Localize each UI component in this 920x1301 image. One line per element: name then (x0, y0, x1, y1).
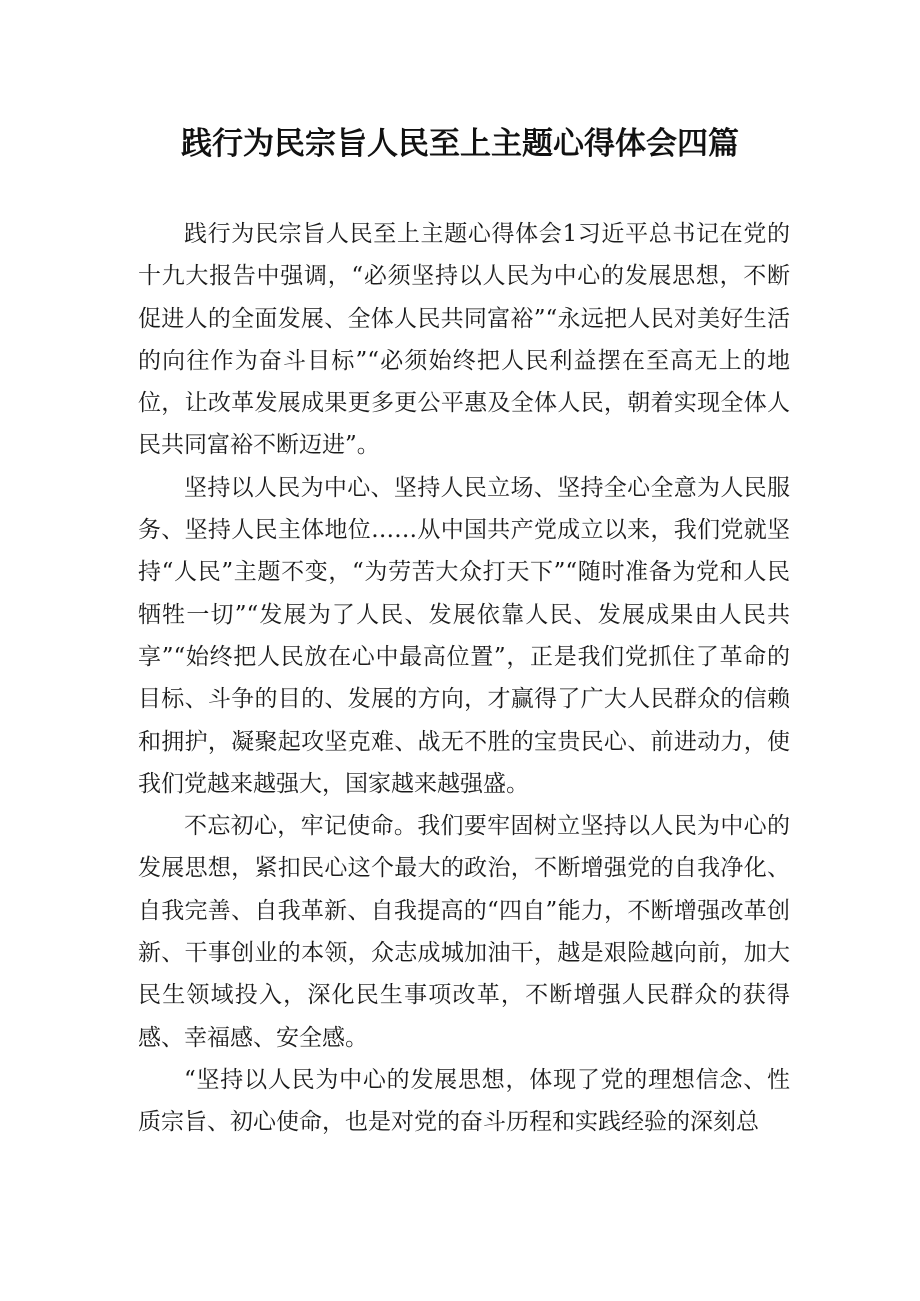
paragraph-1: 践行为民宗旨人民至上主题心得体会1习近平总书记在党的十九大报告中强调，“必须坚持以人民为中心的发展思想，不断促进人的全面发展、全体人民共同富裕”“永远把人民对美好生活的向往作为奋斗目标”“必须始终把人民利益摆在至高无上的地位，让改革发展成果更多更公平惠及全体人民，朝着实现全体人民共同富裕不断迈进”。 (138, 221, 790, 459)
document-title: 践行为民宗旨人民至上主题心得体会四篇 (181, 126, 739, 162)
paragraph-3: 不忘初心，牢记使命。我们要牢固树立坚持以人民为中心的发展思想，紧扣民心这个最大的政治，不断增强党的自我净化、自我完善、自我革新、自我提高的“四自”能力，不断增强改革创新、干事创业的本领，众志成城加油干，越是艰险越向前，加大民生领域投入，深化民生事项改革，不断增强人民群众的获得感、幸福感、安全感。 (138, 813, 790, 1051)
document-body (138, 213, 790, 1144)
paragraph-2: 坚持以人民为中心、坚持人民立场、坚持全心全意为人民服务、坚持人民主体地位……从中国共产党成立以来，我们党就坚持“人民”主题不变，“为劳苦大众打天下”“随时准备为党和人民牺牲一切”“发展为了人民、发展依靠人民、发展成果由人民共享”“始终把人民放在心中最高位置”，正是我们党抓住了革命的目标、斗争的目的、发展的方向，才赢得了广大人民群众的信赖和拥护，凝聚起攻坚克难、战无不胜的宝贵民心、前进动力，使我们党越来越强大，国家越来越强盛。 (138, 474, 790, 797)
paragraph-4: “坚持以人民为中心的发展思想，体现了党的理想信念、性质宗旨、初心使命，也是对党的奋斗历程和实践经验的深刻总 (138, 1066, 790, 1136)
